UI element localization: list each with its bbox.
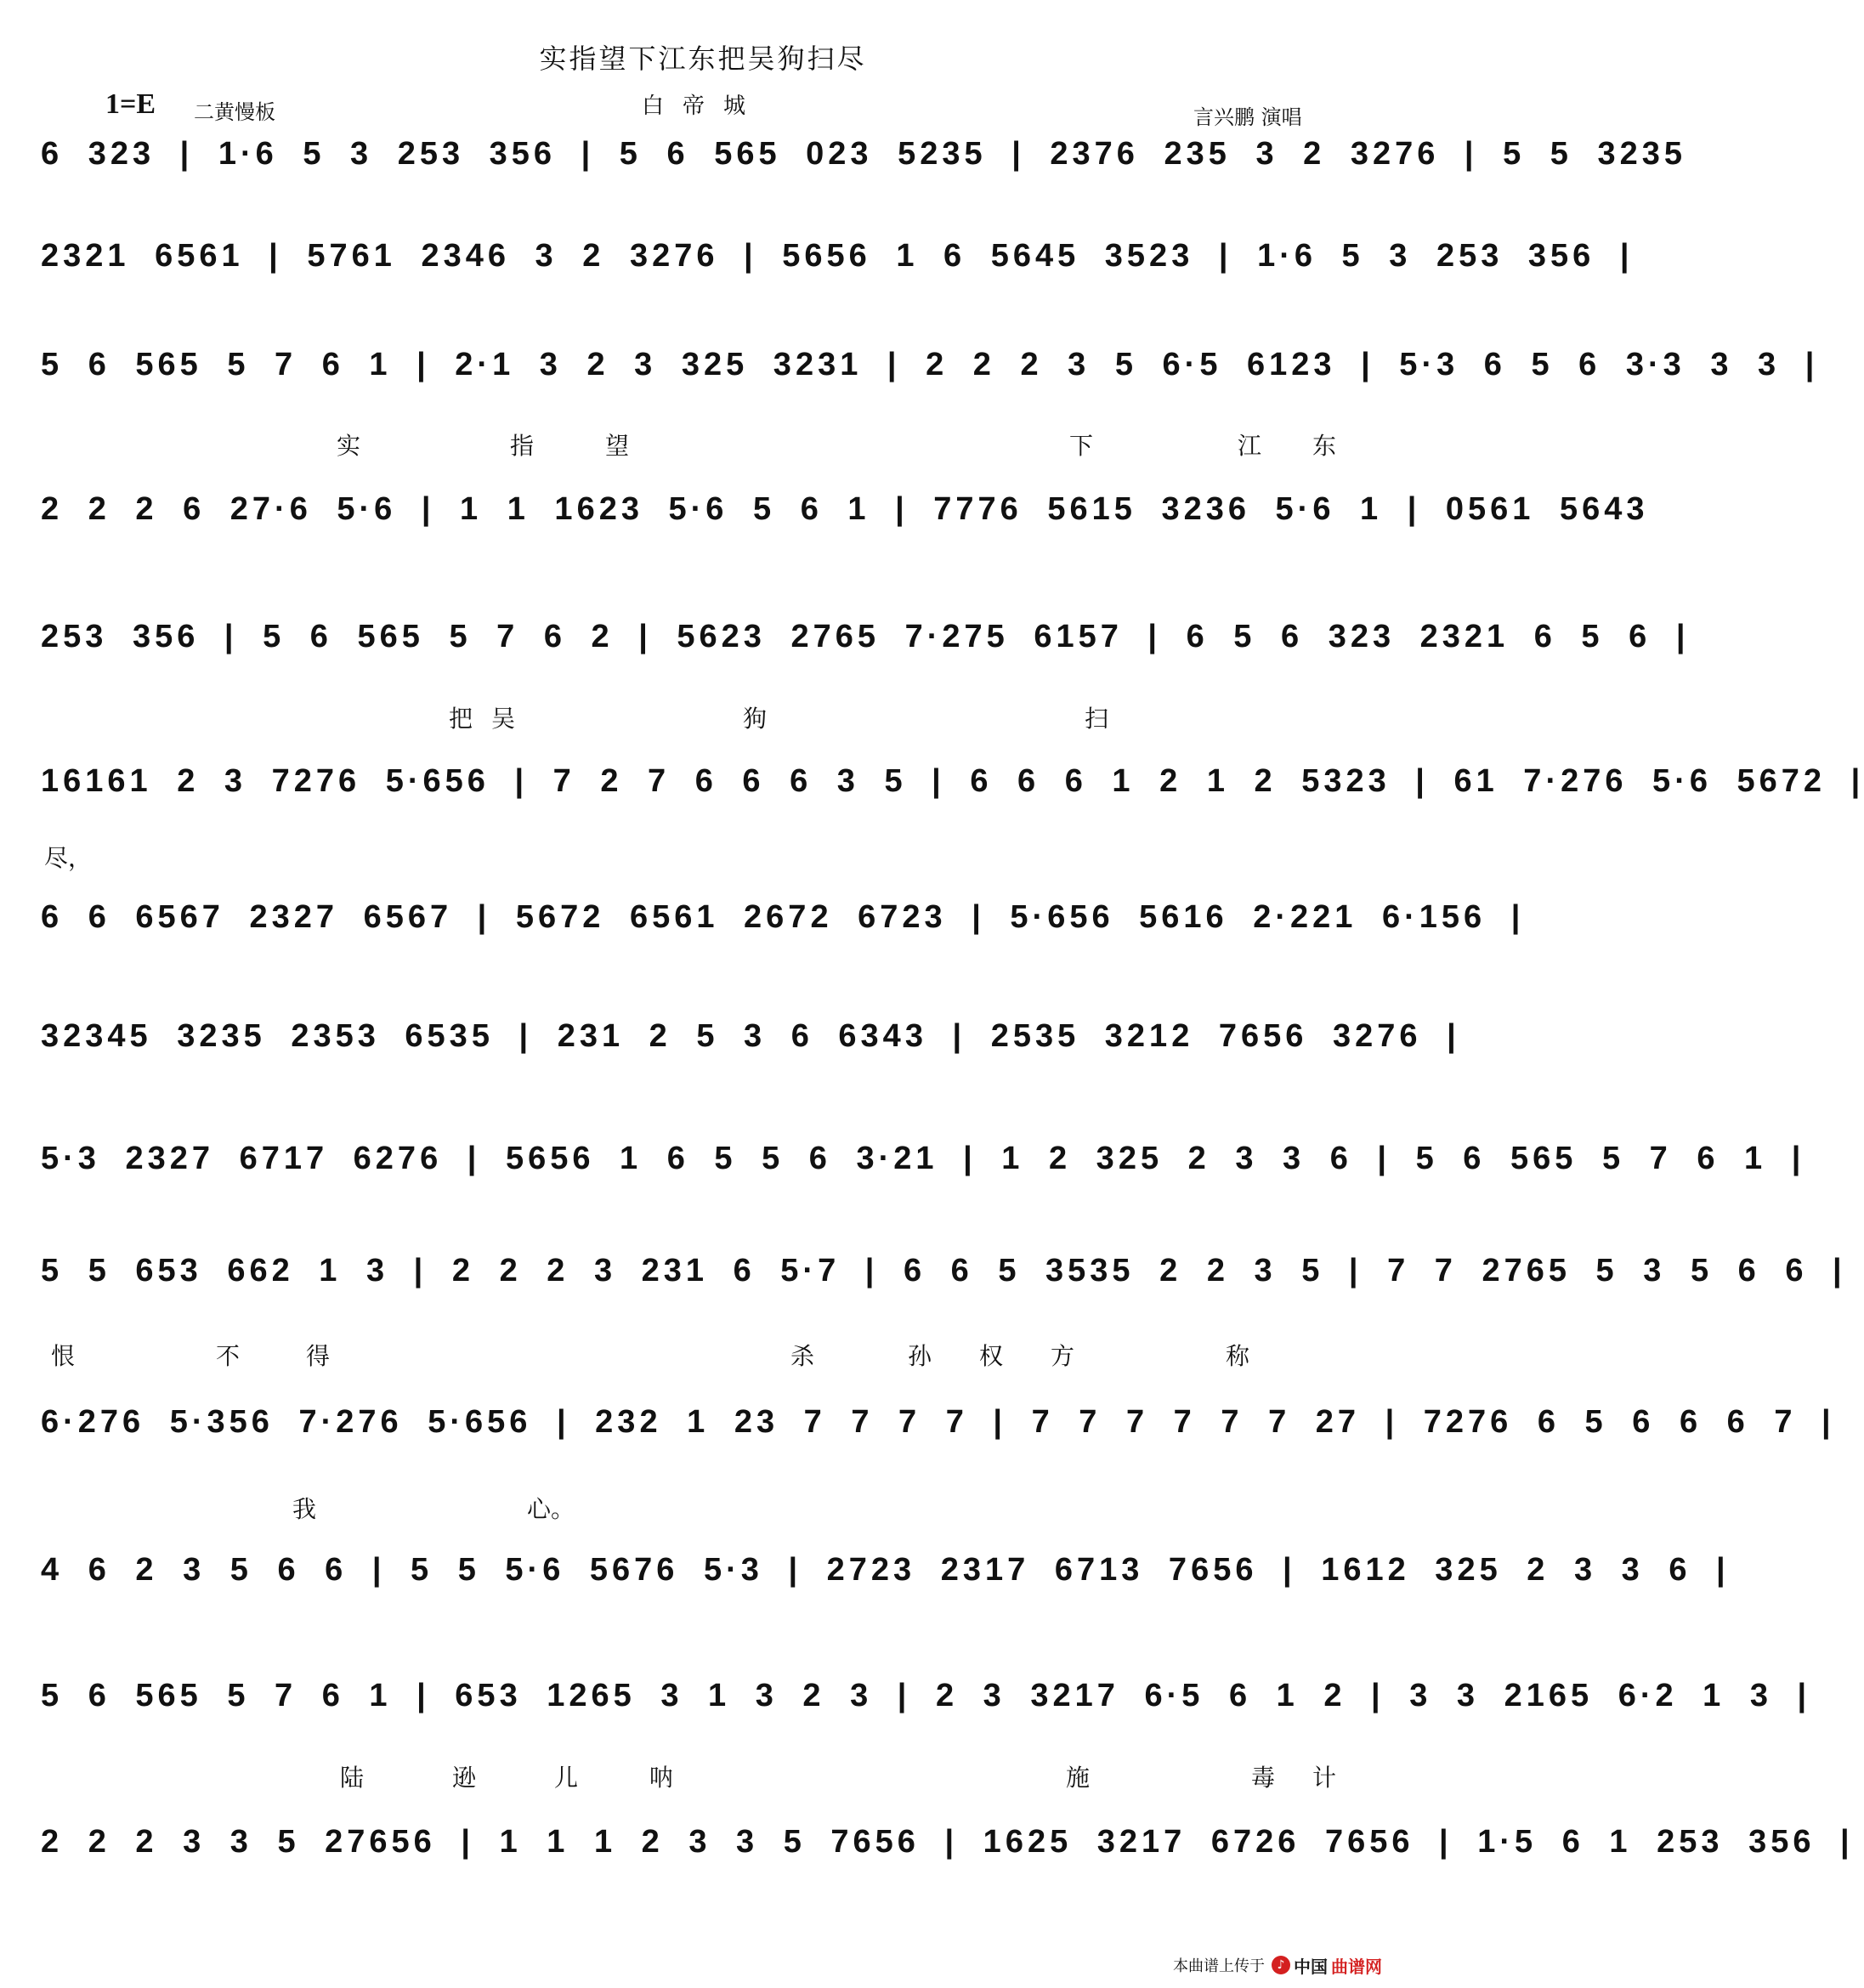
- notation-staff: 2 2 2 3 3 5 27656 | 1 1 1 2 3 3 5 7656 | 1625 3217 6726 7656 | 1·5 6 1 253 356 |: [41, 1824, 1854, 1860]
- notation-staff: 4 6 2 3 5 6 6 | 5 5 5·6 5676 5·3 | 2723 2317 6713 7656 | 1612 325 2 3 3 6 |: [41, 1552, 1730, 1588]
- lyric-syllable: 逊: [452, 1764, 477, 1792]
- lyric-syllable: 望: [605, 432, 630, 460]
- site-logo[interactable]: [1272, 1953, 1382, 1978]
- notation-staff: 32345 3235 2353 6535 | 231 2 5 3 6 6343 | 2535 3212 7656 3276 |: [41, 1018, 1460, 1054]
- lyric-syllable: 方: [1051, 1342, 1075, 1370]
- lyric-syllable: 权: [979, 1342, 1004, 1370]
- lyric-syllable: 称: [1226, 1342, 1250, 1370]
- notation-staff: 5·3 2327 6717 6276 | 5656 1 6 5 5 6 3·21 | 1 2 325 2 3 3 6 | 5 6 565 5 7 6 1 |: [41, 1141, 1805, 1176]
- lyric-line: [41, 840, 1363, 874]
- notation-staff: 6·276 5·356 7·276 5·656 | 232 1 23 7 7 7 7 | 7 7 7 7 7 7 27 | 7276 6 5 6 6 6 7 |: [41, 1404, 1835, 1440]
- lyric-syllable: 恨: [51, 1342, 76, 1370]
- logo-prefix: 中国: [1294, 1956, 1328, 1977]
- notation-staff: 16161 2 3 7276 5·656 | 7 2 7 6 6 6 3 5 | 6 6 6 1 2 1 2 5323 | 61 7·276 5·6 5672 |: [41, 763, 1864, 799]
- lyric-syllable: 实: [337, 432, 361, 460]
- lyric-syllable: 东: [1312, 432, 1337, 460]
- footer-credit: [1173, 1951, 1382, 1980]
- logo-accent: 曲谱网: [1331, 1956, 1382, 1977]
- notation-staff: 6 323 | 1·6 5 3 253 356 | 5 6 565 023 5235 | 2376 235 3 2 3276 | 5 5 3235: [41, 136, 1687, 172]
- notation-staff: 2 2 2 6 27·6 5·6 | 1 1 1623 5·6 5 6 1 | 7776 5615 3236 5·6 1 | 0561 5643: [41, 491, 1649, 527]
- notation-staff: 5 6 565 5 7 6 1 | 2·1 3 2 3 325 3231 | 2 2 2 3 5 6·5 6123 | 5·3 6 5 6 3·3 3 3 |: [41, 347, 1819, 382]
- lyric-syllable: 杀: [790, 1342, 815, 1370]
- logo-mark-icon: ♪: [1272, 1956, 1290, 1974]
- lyric-syllable: 指: [510, 432, 535, 460]
- lyric-syllable: 把吴: [449, 705, 535, 733]
- notation-staff: 5 6 565 5 7 6 1 | 653 1265 3 1 3 2 3 | 2 3 3217 6·5 6 1 2 | 3 3 2165 6·2 1 3 |: [41, 1678, 1811, 1713]
- notation-staff: 253 356 | 5 6 565 5 7 6 2 | 5623 2765 7·275 6157 | 6 5 6 323 2321 6 5 6 |: [41, 619, 1690, 654]
- performer-credit: 言兴鹏 演唱: [1193, 105, 1302, 129]
- lyric-syllable: 扫: [1085, 705, 1109, 733]
- page-title: 实指望下江东把吴狗扫尽: [539, 42, 867, 75]
- notation-staff: 2321 6561 | 5761 2346 3 2 3276 | 5656 1 6 5645 3523 | 1·6 5 3 253 356 |: [41, 238, 1634, 274]
- opera-subtitle: 白帝城: [641, 93, 764, 119]
- tempo-mode: 二黄慢板: [194, 100, 275, 124]
- lyric-line: [41, 1338, 1363, 1372]
- lyric-line: [41, 700, 1363, 734]
- lyric-syllable: 孙: [908, 1342, 932, 1370]
- key-signature: 1=E: [105, 88, 156, 120]
- lyric-syllable: 呐: [649, 1764, 674, 1792]
- notation-staff: 6 6 6567 2327 6567 | 5672 6561 2672 6723 | 5·656 5616 2·221 6·156 |: [41, 899, 1525, 935]
- lyric-line: [41, 1759, 1363, 1793]
- notation-staff: 5 5 653 662 1 3 | 2 2 2 3 231 6 5·7 | 6 6 5 3535 2 2 3 5 | 7 7 2765 5 3 5 6 6 |: [41, 1253, 1846, 1289]
- lyric-syllable: 计: [1312, 1764, 1337, 1792]
- lyric-syllable: 得: [306, 1342, 331, 1370]
- lyric-syllable: 江: [1238, 432, 1262, 460]
- lyric-syllable: 心。: [527, 1495, 575, 1523]
- lyric-syllable: 不: [216, 1342, 241, 1370]
- footer-text: 本曲谱上传于: [1173, 1957, 1265, 1975]
- lyric-syllable: 毒: [1251, 1764, 1276, 1792]
- lyric-syllable: 施: [1066, 1764, 1091, 1792]
- lyric-syllable: 狗: [743, 705, 768, 733]
- lyric-syllable: 儿: [554, 1764, 579, 1792]
- lyric-line: [41, 428, 1363, 462]
- lyric-syllable: 陆: [340, 1764, 365, 1792]
- lyric-line: [41, 1491, 1363, 1525]
- lyric-syllable: 下: [1069, 432, 1094, 460]
- lyric-syllable: 我: [292, 1495, 317, 1523]
- lyric-syllable: 尽，: [44, 844, 93, 872]
